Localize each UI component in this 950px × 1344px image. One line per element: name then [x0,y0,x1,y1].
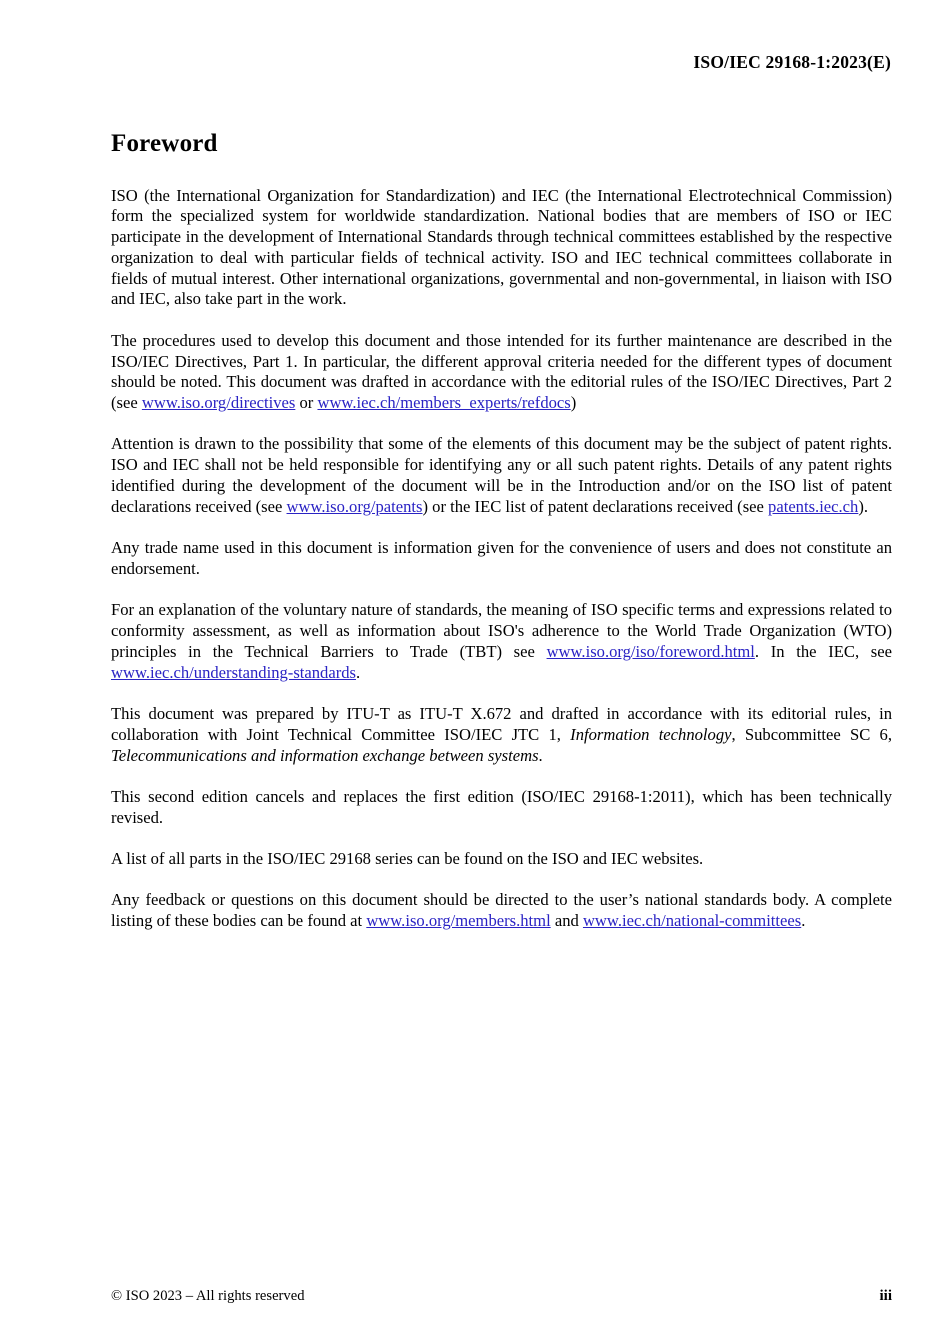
paragraph-procedures-text-b: or [295,393,318,413]
paragraph-patent-text-c: ). [858,496,869,516]
paragraph-voluntary-text-b: . In the IEC, see [754,641,892,661]
paragraph-feedback [111,890,892,932]
paragraph-patent-text-b: ) or the IEC list of patent declarations received (see [422,496,769,516]
italic-telecommunications-title: Telecommunications and information exchange between systems [111,745,539,765]
page-title: Foreword [111,130,218,157]
paragraph-prepared-text-a: This document was prepared by ITU-T as ITU-T X.672 and drafted in accordance with its editorial rules, in collaboration with Joint Technical Committee ISO/IEC JTC 1, [111,703,892,744]
link-iso-patents[interactable]: www.iso.org/patents [286,496,423,516]
paragraph-trade-name: Any trade name used in this document is information given for the convenience of users and does not constitute an endorsement. [111,538,892,578]
paragraph-iso-iec-intro: ISO (the International Organization for Standardization) and IEC (the International Electrotechnical Commission) form the specialized system for worldwide standardization. National bodies that are members of ISO or IEC participate in the development of International Standards through technical committees established by the respective organization to deal with particular fields of technical activity. ISO and IEC technical committees collaborate in fields of mutual interest. Other international organizations, governmental and non-governmental, in liaison with ISO and IEC, also take part in the work. [111,185,892,309]
paragraph-voluntary-nature [111,600,892,683]
link-iec-refdocs[interactable]: www.iec.ch/members_experts/refdocs [317,393,571,413]
copyright-notice: © ISO 2023 – All rights reserved [111,1288,305,1304]
link-iso-directives[interactable]: www.iso.org/directives [141,393,296,413]
paragraph-procedures-text-c: ) [570,393,577,413]
link-iec-understanding-standards[interactable]: www.iec.ch/understanding-standards [111,662,356,682]
paragraph-patent-rights [111,434,892,517]
link-iso-foreword[interactable]: www.iso.org/iso/foreword.html [546,641,755,661]
document-footer [111,1288,892,1305]
paragraph-second-edition: This second edition cancels and replaces the first edition (ISO/IEC 29168-1:2011), which has been technically revised. [111,786,892,827]
paragraph-prepared-by [111,704,892,766]
paragraph-list-of-parts: A list of all parts in the ISO/IEC 29168 series can be found on the ISO and IEC websites. [111,848,704,868]
paragraph-voluntary-text-a: For an explanation of the voluntary nature of standards, the meaning of ISO specific terms and expressions related to conformity assessment, as well as information about ISO's adherence to the World Trade Organization (WTO) principles in the Technical Barriers to Trade (TBT) see [111,600,892,661]
paragraph-procedures-text-a: The procedures used to develop this document and those intended for its further maintenance are described in the ISO/IEC Directives, Part 1. In particular, the different approval criteria needed for the different types of document should be noted. This document was drafted in accordance with the editorial rules of the ISO/IEC Directives, Part 2 (see [111,330,892,413]
paragraph-prepared-text-b: , Subcommittee SC 6, [731,724,893,744]
paragraph-feedback-text-a: Any feedback or questions on this document should be directed to the user’s national standards body. A complete listing of these bodies can be found at [111,890,892,931]
document-body [111,130,892,932]
document-header: ISO/IEC 29168-1:2023(E) [693,52,891,72]
link-patents-iec-ch[interactable]: patents.iec.ch [768,496,859,516]
italic-information-technology: Information technology [570,724,732,744]
paragraph-voluntary-text-c: . [356,662,361,682]
link-iso-members[interactable]: www.iso.org/members.html [366,911,551,931]
paragraph-prepared-text-c: . [538,745,543,765]
paragraph-procedures [111,331,892,414]
paragraph-patent-text-a: Attention is drawn to the possibility that some of the elements of this document may be the subject of patent rights. ISO and IEC shall not be held responsible for identifying any or all such patent rights. Details of any patent rights identified during the development of the document will be in the Introduction and/or on the ISO list of patent declarations received (see [111,434,892,516]
page-number: iii [879,1288,892,1304]
paragraph-feedback-text-b: and [550,911,583,931]
link-iec-national-committees[interactable]: www.iec.ch/national-committees [582,911,802,931]
paragraph-feedback-text-c: . [801,911,806,931]
